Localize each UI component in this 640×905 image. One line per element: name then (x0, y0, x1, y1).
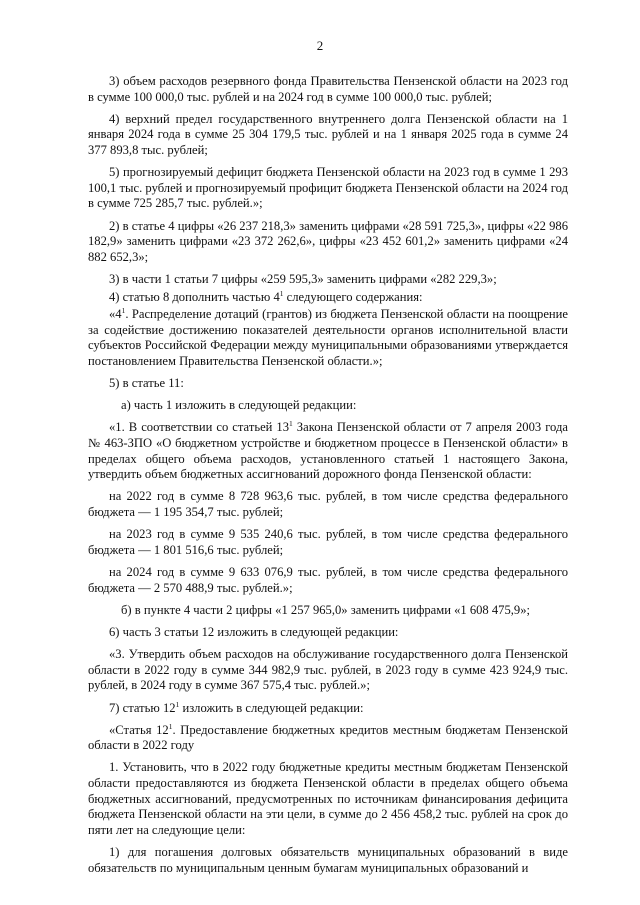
paragraph: 5) в статье 11: (109, 376, 184, 391)
paragraph: 3) в части 1 статьи 7 цифры «259 595,3» заменить цифрами «282 229,3»; (109, 271, 497, 286)
paragraph: б) в пункте 4 части 2 цифры «1 257 965,0» заменить цифрами «1 608 475,9»; (121, 602, 531, 617)
paragraph: на 2022 год в сумме 8 728 963,6 тыс. рублей, в том числе средства федерального бюджета — 1 195 354,7 тыс. рублей; (88, 489, 568, 519)
paragraph: 1. Установить, что в 2022 году бюджетные кредиты местным бюджетам Пензенской области предоставляются из бюджета Пензенской области в пределах общего объема бюджетных ассигнований, предусмотренных по источникам финансирования дефицита бюджета Пензенской области на эти цели, в сумме до 2 456 458,2 тыс. рублей на срок до пяти лет на следующие цели: (88, 760, 568, 837)
paragraph: 4) статью 8 дополнить частью $4^1$ следующего содержания: (109, 288, 423, 304)
paragraph: 6) часть 3 статьи 12 изложить в следующей редакции: (109, 624, 399, 639)
paragraph: «Статья $12^1$. Предоставление бюджетных кредитов местным бюджетам Пензенской области в 2022 году (88, 721, 569, 753)
paragraph: на 2024 год в сумме 9 633 076,9 тыс. рублей, в том числе средства федерального бюджета — 2 570 488,9 тыс. рублей.»; (88, 564, 568, 595)
document-body (88, 74, 568, 883)
paragraph: а) часть 1 изложить в следующей редакции: (121, 398, 357, 413)
paragraph: на 2023 год в сумме 9 535 240,6 тыс. рублей, в том числе средства федерального бюджета — 1 801 516,6 тыс. рублей; (88, 527, 568, 557)
paragraph: «$4^1$. Распределение дотаций (грантов) из бюджета Пензенской области на поощрение за содействие достижению показателей деятельности органов исполнительной власти субъектов Российской Федерации между муниципальными образованиями утверждается постановлением Правительства Пензенской области.»; (88, 306, 568, 368)
paragraph: 5) прогнозируемый дефицит бюджета Пензенской области на 2023 год в сумме 1 293 100,1 тыс. рублей и прогнозируемый профицит бюджета Пензенской области на 2024 год в сумме 725 285,7 тыс. рублей.»; (88, 165, 568, 211)
paragraph: 1) для погашения долговых обязательств муниципальных образований в виде обязательств по муниципальным ценным бумагам муниципальных образований и (88, 845, 568, 875)
paragraph: «1. В соответствии со статьей $13^1$ Закона Пензенской области от 7 апреля 2003 года № 463-ЗПО «О бюджетном устройстве и бюджетном процессе в Пензенской области» в пределах общего объема расходов, установленного статьей 1 настоящего Закона, утвердить объем бюджетных ассигнований дорожного фонда Пензенской области: (88, 419, 568, 482)
paragraph: 2) в статье 4 цифры «26 237 218,3» заменить цифрами «28 591 725,3», цифры «22 986 182,9» заменить цифрами «23 372 262,6», цифры «23 452 601,2» заменить цифрами «24 882 652,3»; (88, 218, 568, 264)
page-number: 2 (316, 38, 324, 53)
paragraph: 4) верхний предел государственного внутреннего долга Пензенской области на 1 января 2024 года в сумме 25 304 179,5 тыс. рублей и на 1 января 2025 года в сумме 24 377 893,8 тыс. рублей; (88, 111, 568, 157)
paragraph: 7) статью $12^1$ изложить в следующей редакции: (109, 699, 364, 715)
paragraph: «3. Утвердить объем расходов на обслуживание государственного долга Пензенской области в 2022 году в сумме 344 982,9 тыс. рублей, в 2023 году в сумме 423 924,9 тыс. рублей, в 2024 году в сумме 367 575,4 тыс. рублей.»; (88, 647, 568, 693)
paragraph: 3) объем расходов резервного фонда Правительства Пензенской области на 2023 год в сумме 100 000,0 тыс. рублей и на 2024 год в сумме 100 000,0 тыс. рублей; (88, 74, 568, 104)
